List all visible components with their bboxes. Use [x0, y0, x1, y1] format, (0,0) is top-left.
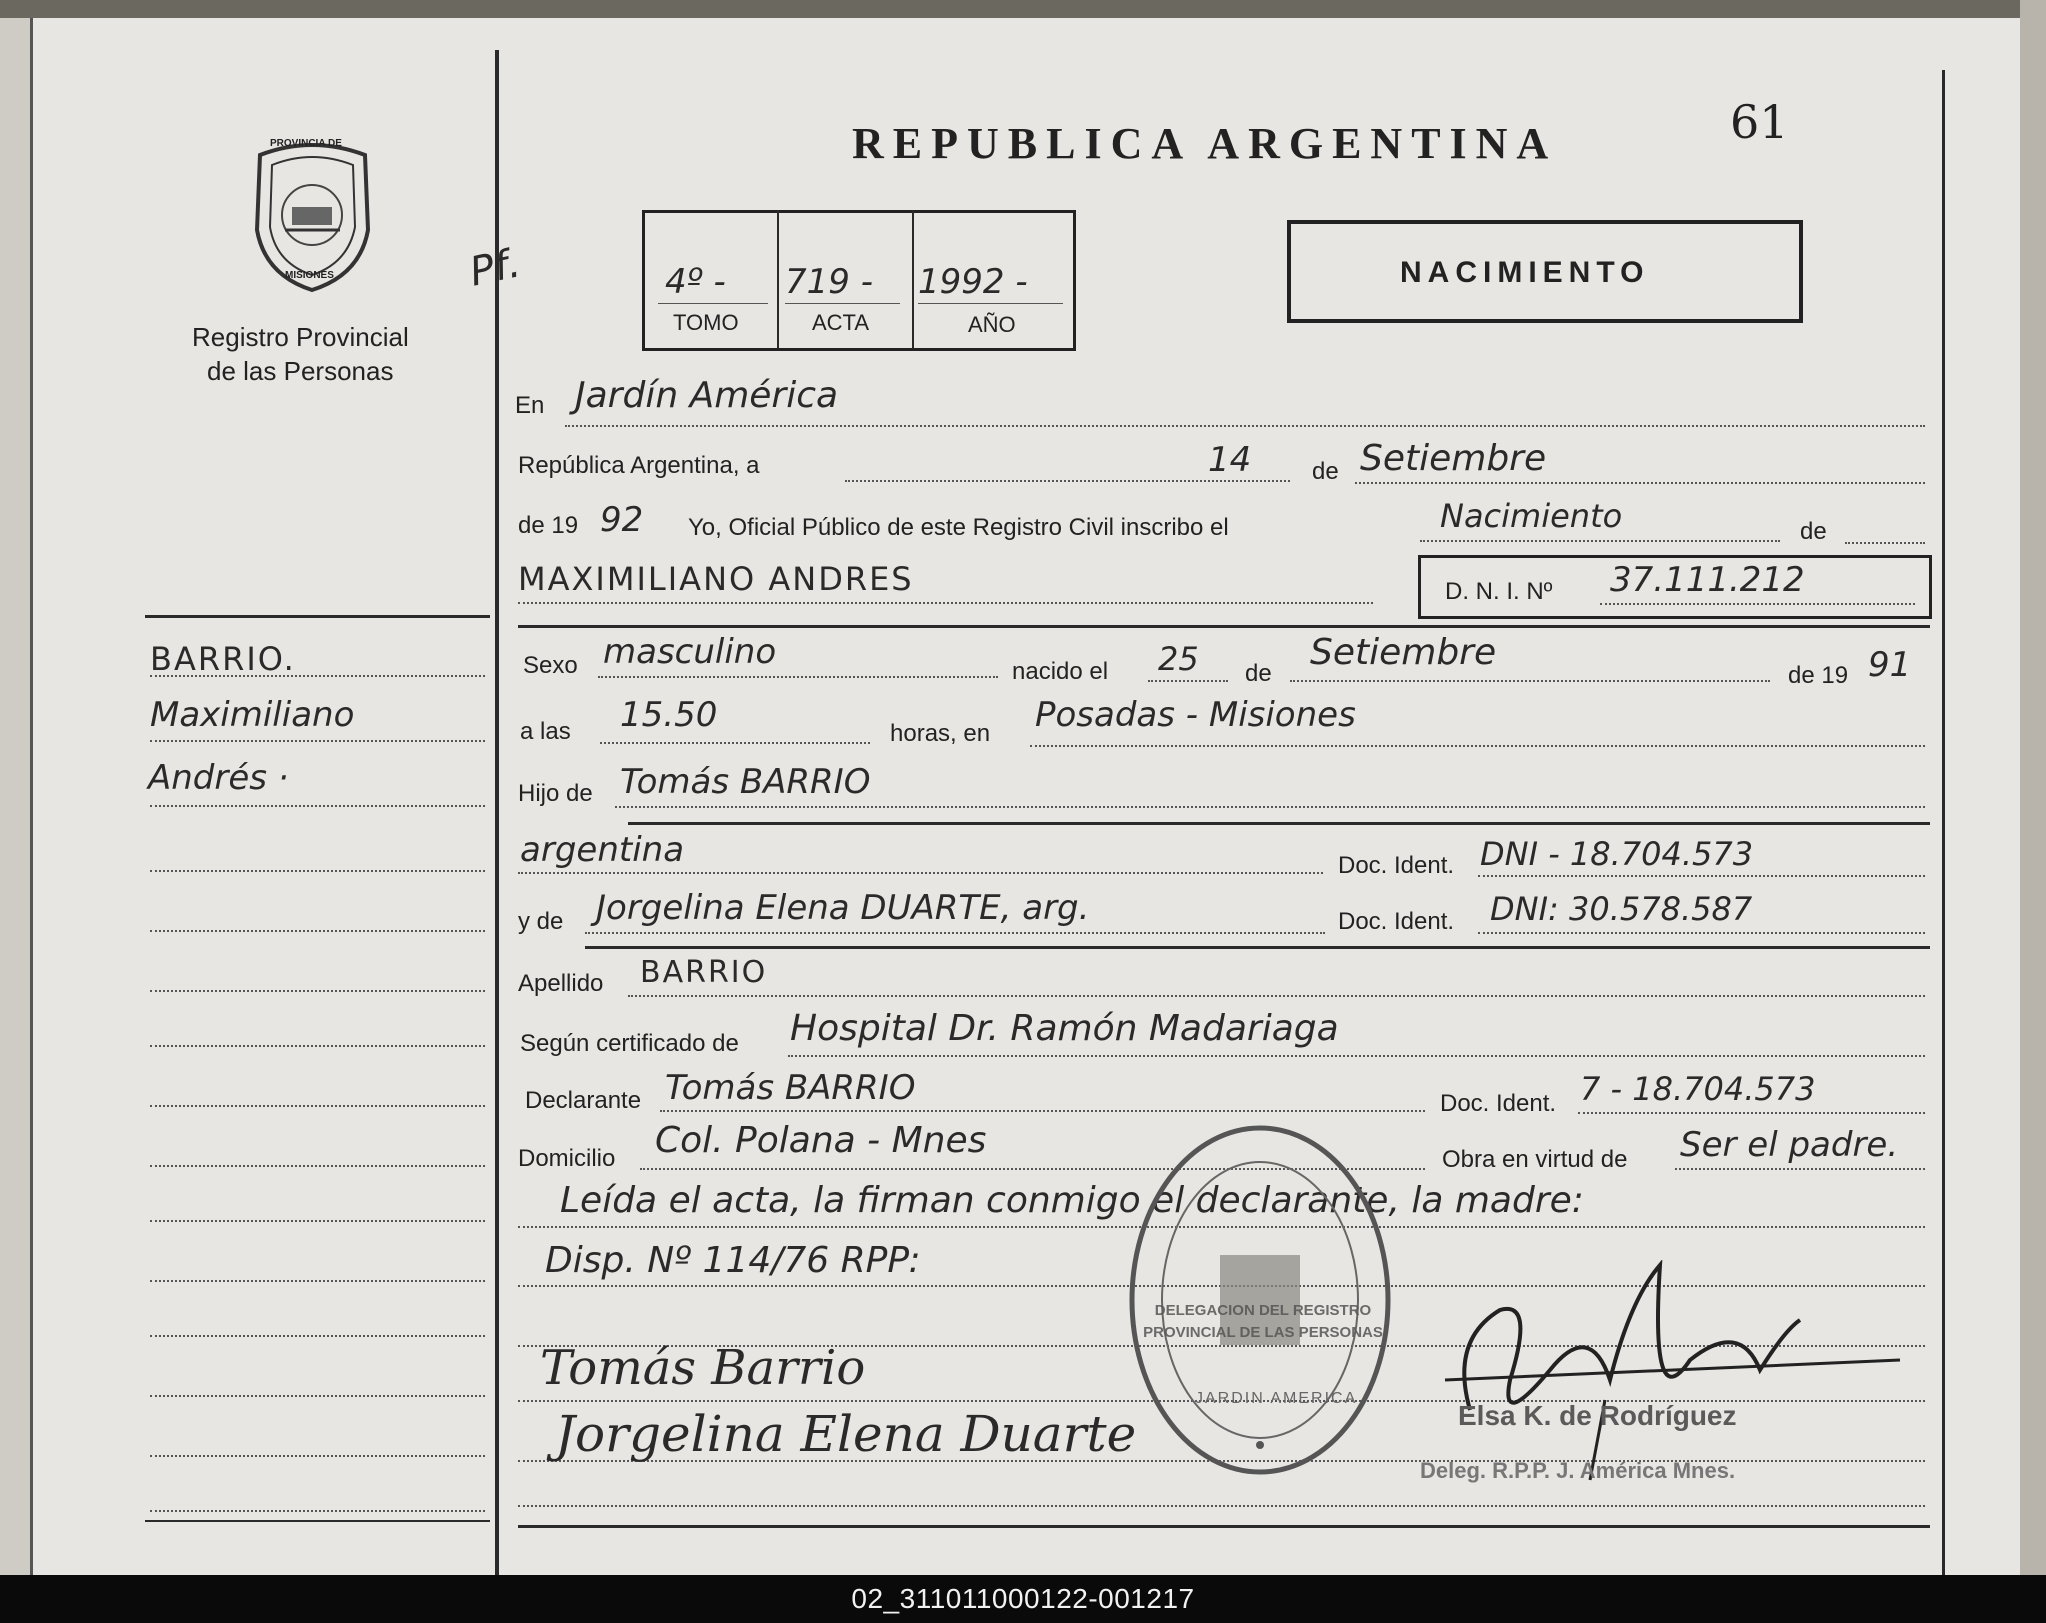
inscribe-value: Nacimiento: [1440, 497, 1623, 535]
mother-rule: [585, 946, 1930, 949]
acta-value: 719 -: [785, 262, 873, 302]
margin-mark: Pf.: [465, 240, 525, 296]
main-dotted-line: [518, 1505, 1925, 1507]
anio-value: 1992 -: [918, 262, 1028, 302]
sidebar-dotted-line: [150, 1165, 485, 1167]
sidebar-dotted-line: [150, 740, 485, 742]
tomo-line: [658, 303, 768, 304]
registry-name-line2: de las Personas: [207, 356, 394, 386]
mother-name: Jorgelina Elena DUARTE, arg.: [596, 888, 1090, 928]
en-line: [565, 425, 1925, 427]
sidebar-second-name: Andrés ·: [148, 758, 289, 798]
tomo-value: 4º -: [665, 262, 726, 302]
apellido-line: [628, 995, 1925, 997]
birth-month-line: [1290, 680, 1770, 682]
record-box-divider: [912, 210, 914, 348]
book-binding-edge: [0, 0, 33, 1575]
note-line-2: Disp. Nº 114/76 RPP:: [545, 1240, 921, 1281]
stamp-ring-text: DELEGACION DEL REGISTRO PROVINCIAL DE LAS PERSONAS: [1143, 1302, 1383, 1341]
sidebar-dotted-line: [150, 1105, 485, 1107]
obra-value: Ser el padre.: [1680, 1125, 1899, 1165]
father-name: Tomás BARRIO: [620, 762, 871, 802]
sidebar-dotted-line: [150, 1510, 485, 1512]
en-label: En: [515, 392, 545, 419]
sexo-label: Sexo: [523, 652, 578, 679]
sidebar-dotted-line: [150, 930, 485, 932]
year-value: 92: [600, 500, 644, 540]
sidebar-surname: BARRIO.: [150, 640, 296, 678]
official-signature-icon: [1440, 1260, 1910, 1490]
de-label-1: de: [1312, 458, 1339, 485]
nacido-label: nacido el: [1012, 658, 1109, 685]
name-line: [518, 602, 1373, 604]
de-label-2: de: [1800, 518, 1827, 545]
book-right-edge: [2020, 0, 2046, 1575]
declarante-line: [660, 1110, 1425, 1112]
horas-label: horas, en: [890, 720, 991, 747]
father-doc-line: [1478, 875, 1925, 877]
apellido-value: BARRIO: [640, 955, 768, 990]
sidebar-dotted-line: [150, 870, 485, 872]
en-value: Jardín América: [575, 375, 839, 416]
sidebar-dotted-line: [150, 1455, 485, 1457]
mother-name-line: [585, 932, 1325, 934]
section-rule: [518, 625, 1930, 628]
signature-mother: Jorgelina Elena Duarte: [555, 1405, 1137, 1463]
de-label-3: de: [1245, 660, 1272, 687]
obra-line: [1675, 1168, 1925, 1170]
acta-line: [785, 303, 900, 304]
signature-father: Tomás Barrio: [540, 1340, 866, 1396]
birth-month: Setiembre: [1310, 632, 1497, 673]
obra-label: Obra en virtud de: [1442, 1146, 1628, 1173]
domicilio-label: Domicilio: [518, 1145, 616, 1172]
dni-label: D. N. I. Nº: [1445, 578, 1553, 605]
right-border: [1942, 70, 1945, 1575]
alas-label: a las: [520, 718, 571, 745]
sidebar-dotted-line: [150, 1280, 485, 1282]
month-value: Setiembre: [1360, 438, 1547, 479]
declarante-doc-label: Doc. Ident.: [1440, 1090, 1557, 1117]
sidebar-dotted-line: [150, 1220, 485, 1222]
anio-line: [918, 303, 1063, 304]
tomo-label: TOMO: [673, 310, 739, 335]
year-prefix: de 19: [518, 512, 579, 539]
image-caption: 02_311011000122-001217: [0, 1575, 2046, 1623]
stamp-inner-text: JARDIN AMERICA: [1195, 1390, 1358, 1407]
sidebar-dotted-line: [150, 805, 485, 807]
day-value: 14: [1208, 440, 1252, 480]
hijo-label: Hijo de: [518, 780, 593, 807]
place-line: [1030, 745, 1925, 747]
father-doc: DNI - 18.704.573: [1480, 835, 1754, 873]
sidebar-dotted-line: [150, 1335, 485, 1337]
sidebar-first-name: Maximiliano: [150, 695, 355, 735]
yde-label: y de: [518, 908, 564, 935]
sidebar-top-rule: [145, 615, 490, 618]
bottom-rule: [518, 1525, 1930, 1528]
sidebar-dotted-line: [150, 675, 485, 677]
republica-label: República Argentina, a: [518, 452, 760, 479]
declarante-doc: 7 - 18.704.573: [1580, 1070, 1816, 1108]
hour-value: 15.50: [620, 695, 718, 735]
mother-doc-label: Doc. Ident.: [1338, 908, 1455, 935]
birth-year-prefix: de 19: [1788, 662, 1849, 689]
official-title: Deleg. R.P.P. J. América Mnes.: [1420, 1458, 1736, 1483]
seal-bottom-text: MISIONES: [285, 270, 334, 281]
sidebar-dotted-line: [150, 1395, 485, 1397]
page-title: REPUBLICA ARGENTINA: [852, 119, 1558, 168]
note-line-1: Leída el acta, la firman conmigo el declarante, la madre:: [560, 1180, 1584, 1221]
dni-value: 37.111.212: [1610, 560, 1805, 600]
segun-line: [788, 1055, 1925, 1057]
mother-doc-line: [1478, 932, 1925, 934]
page-number: 61: [1730, 95, 1789, 149]
record-box-divider: [777, 210, 779, 348]
anio-label: AÑO: [968, 312, 1016, 337]
acta-label: ACTA: [812, 310, 870, 335]
declarante-value: Tomás BARRIO: [665, 1068, 916, 1108]
mother-doc: DNI: 30.578.587: [1490, 890, 1753, 928]
sidebar-dotted-line: [150, 990, 485, 992]
month-line: [1355, 482, 1925, 484]
inscribe-line: [1420, 540, 1780, 542]
declarante-doc-line: [1578, 1112, 1925, 1114]
day-line: [845, 480, 1290, 482]
sexo-line: [598, 676, 998, 678]
document-type: NACIMIENTO: [1400, 256, 1650, 289]
birth-year: 91: [1868, 645, 1912, 685]
birth-day: 25: [1158, 640, 1199, 678]
sexo-value: masculino: [603, 632, 777, 672]
segun-value: Hospital Dr. Ramón Madariaga: [790, 1008, 1339, 1049]
father-name-line: [615, 806, 1925, 808]
apellido-label: Apellido: [518, 970, 604, 997]
seal-top-text: PROVINCIA DE: [270, 138, 342, 149]
registry-name-line1: Registro Provincial: [192, 322, 409, 352]
father-rule: [628, 822, 1930, 825]
father-nat-line: [518, 872, 1323, 874]
place-value: Posadas - Misiones: [1035, 695, 1356, 735]
official-name: Elsa K. de Rodríguez: [1458, 1400, 1737, 1431]
father-nationality: argentina: [520, 830, 685, 870]
de-line-2: [1845, 542, 1925, 544]
oficial-text: Yo, Oficial Público de este Registro Civil inscribo el: [688, 514, 1229, 541]
birth-day-line: [1148, 680, 1228, 682]
hour-line: [600, 742, 870, 744]
sidebar-bottom-rule: [145, 1520, 490, 1522]
declarante-label: Declarante: [525, 1087, 642, 1114]
domicilio-value: Col. Polana - Mnes: [655, 1120, 987, 1161]
dni-line: [1600, 603, 1915, 605]
segun-label: Según certificado de: [520, 1030, 739, 1057]
name-value: MAXIMILIANO ANDRES: [518, 560, 914, 598]
father-doc-label: Doc. Ident.: [1338, 852, 1455, 879]
sidebar-dotted-line: [150, 1045, 485, 1047]
book-top-edge: [0, 0, 2046, 18]
